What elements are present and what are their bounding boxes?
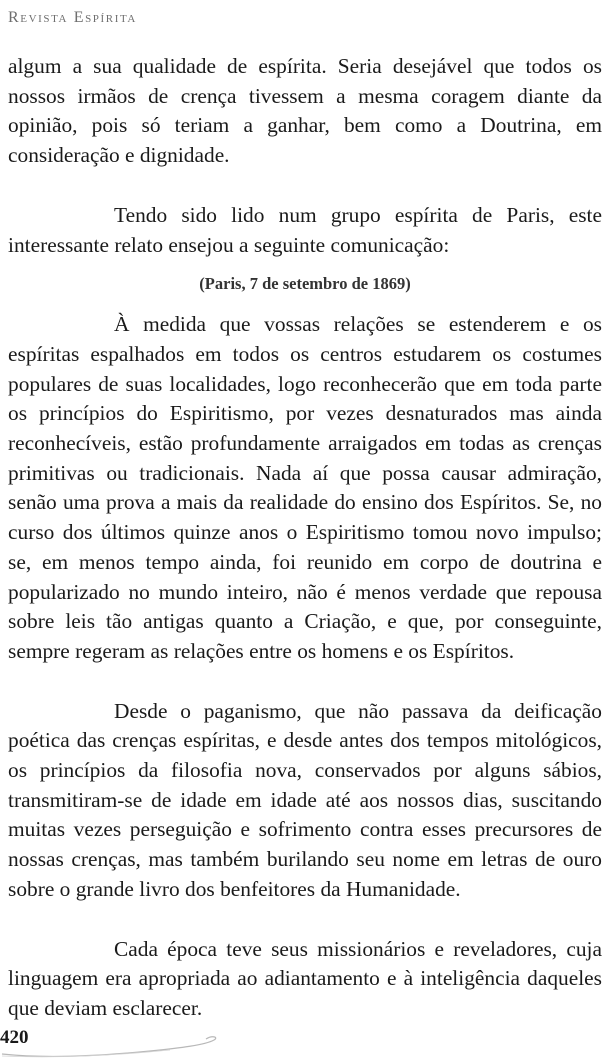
paragraph-each-epoch: Cada época teve seus missionários e reveladores, cuja linguagem era apropriada ao adiantamento e à inteligência daqueles que deviam esclarecer. [8, 936, 602, 1020]
page-number-flourish [0, 1028, 230, 1058]
paragraph-relations: À medida que vossas relações se estenderem e os espíritas espalhados em todos os centros estudarem os costumes populares de suas localidades, logo reconhecerão que em toda parte os princípios do Espiritismo, por vezes desnaturados mas ainda reconhecíveis, estão profundamente arraigados em todas as crenças primitivas ou tradicionais. Nada aí que possa causar admiração, senão uma prova a mais da realidade do ensino dos Espíritos. Se, no curso dos últimos quinze anos o Espiritismo tomou novo impulso; se, em menos tempo ainda, foi reunido em corpo de doutrina e popularizado no mundo inteiro, não é menos verdade que repousa sobre leis tão antigas quanto a Criação, e que, por conseguinte, sempre regeram as relações entre os homens e os Espíritos. [8, 312, 602, 663]
paragraph-intro-communication: Tendo sido lido num grupo espírita de Paris, este interessante relato ensejou a seguinte comunicação: [8, 202, 602, 257]
body-text [8, 52, 602, 1024]
paragraph-paganism: Desde o paganismo, que não passava da deificação poética das crenças espíritas, e desde antes dos tempos mitológicos, os princípios da filosofia nova, conservados por alguns sábios, transmitiram-se de idade em idade até aos nossos dias, suscitando muitas vezes perseguição e sofrimento contra esses precursores de nossas crenças, mas também burilando seu nome em letras de ouro sobre o grande livro dos benfeitores da Humanidade. [8, 698, 602, 901]
page-number: 420 [0, 1027, 32, 1049]
communication-dateline: (Paris, 7 de setembro de 1869) [199, 274, 411, 294]
running-header-title: Revista Espírita [8, 9, 137, 26]
paragraph-continuation: algum a sua qualidade de espírita. Seria desejável que todos os nossos irmãos de crença tivessem a mesma coragem diante da opinião, pois só teriam a ganhar, bem como a Doutrina, em consideração e dignidade. [8, 54, 602, 168]
